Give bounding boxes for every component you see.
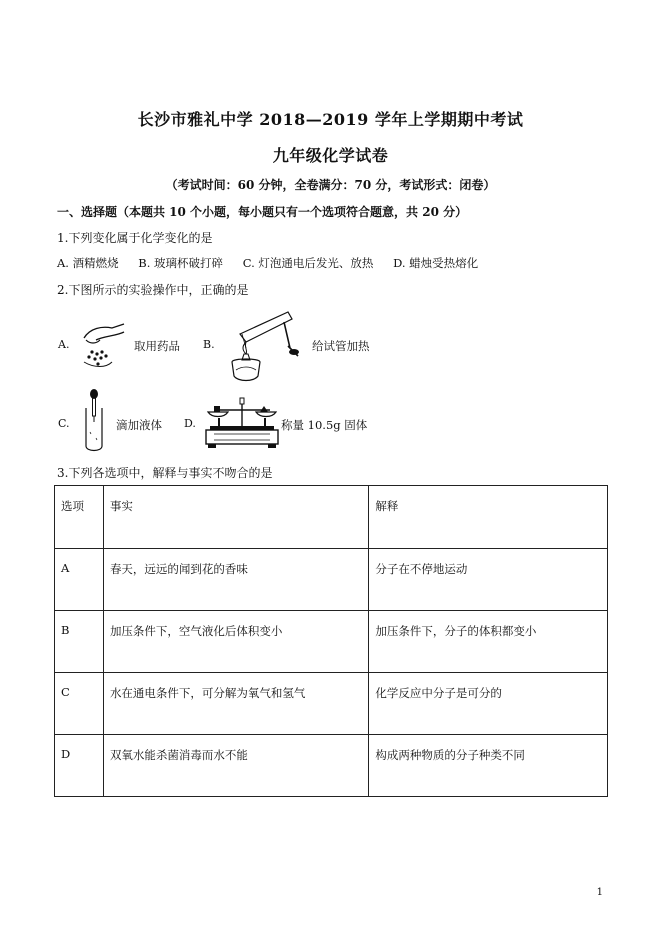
q2-option-d-letter: D. [184,417,196,430]
header-option: 选项 [55,486,104,549]
question-3-stem: 3.下列各选项中，解释与事实不吻合的是 [57,466,273,480]
table-row [55,611,608,673]
q1-option-b: B. 玻璃杯破打碎 [138,256,224,270]
exam-info: （考试时间：60 分钟，全卷满分：70 分，考试形式：闭卷） [165,178,496,192]
header-fact: 事实 [103,486,368,549]
table-row [55,549,608,611]
row-a-option: A [55,549,104,611]
question-1-stem: 1.下列变化属于化学变化的是 [57,231,213,245]
q1-option-c: C. 灯泡通电后发光、放热 [242,256,374,270]
q2-option-b-letter: B. [203,338,215,351]
q2-option-c-caption: 滴加液体 [116,418,162,432]
question-1-options [57,255,494,271]
row-d-option: D [55,735,104,797]
row-a-explanation: 分子在不停地运动 [369,549,608,611]
balance-scale-icon [204,396,280,450]
q1-option-a: A. 酒精燃烧 [57,256,119,270]
header-explanation: 解释 [369,486,608,549]
table-row [55,673,608,735]
section-heading: 一、选择题（本题共 10 个小题，每小题只有一个选项符合题意，共 20 分） [57,205,468,219]
exam-title: 长沙市雅礼中学 2018—2019 学年上学期期中考试 [137,110,524,129]
hand-taking-drug-icon [76,318,132,370]
question-2-stem: 2.下图所示的实验操作中，正确的是 [57,283,249,297]
row-b-option: B [55,611,104,673]
q1-option-d: D. 蜡烛受热熔化 [393,256,479,270]
exam-subtitle: 九年级化学试卷 [272,146,389,165]
q3-table [54,485,608,797]
page-number: 1 [596,887,603,898]
row-c-option: C [55,673,104,735]
row-d-explanation: 构成两种物质的分子种类不同 [369,735,608,797]
row-d-fact: 双氧水能杀菌消毒而水不能 [103,735,368,797]
q2-option-a-caption: 取用药品 [134,339,180,353]
q2-option-a-letter: A. [58,338,70,351]
table-header-row [55,486,608,549]
row-c-fact: 水在通电条件下，可分解为氧气和氢气 [103,673,368,735]
row-c-explanation: 化学反应中分子是可分的 [369,673,608,735]
heating-test-tube-icon [218,304,308,386]
row-a-fact: 春天，远远的闻到花的香味 [103,549,368,611]
table-row [55,735,608,797]
q2-option-c-letter: C. [58,417,70,430]
row-b-fact: 加压条件下，空气液化后体积变小 [103,611,368,673]
q2-option-b-caption: 给试管加热 [312,339,370,353]
row-b-explanation: 加压条件下，分子的体积都变小 [369,611,608,673]
q2-option-d-caption: 称量 10.5g 固体 [281,418,368,432]
dropper-test-tube-icon [82,388,106,454]
